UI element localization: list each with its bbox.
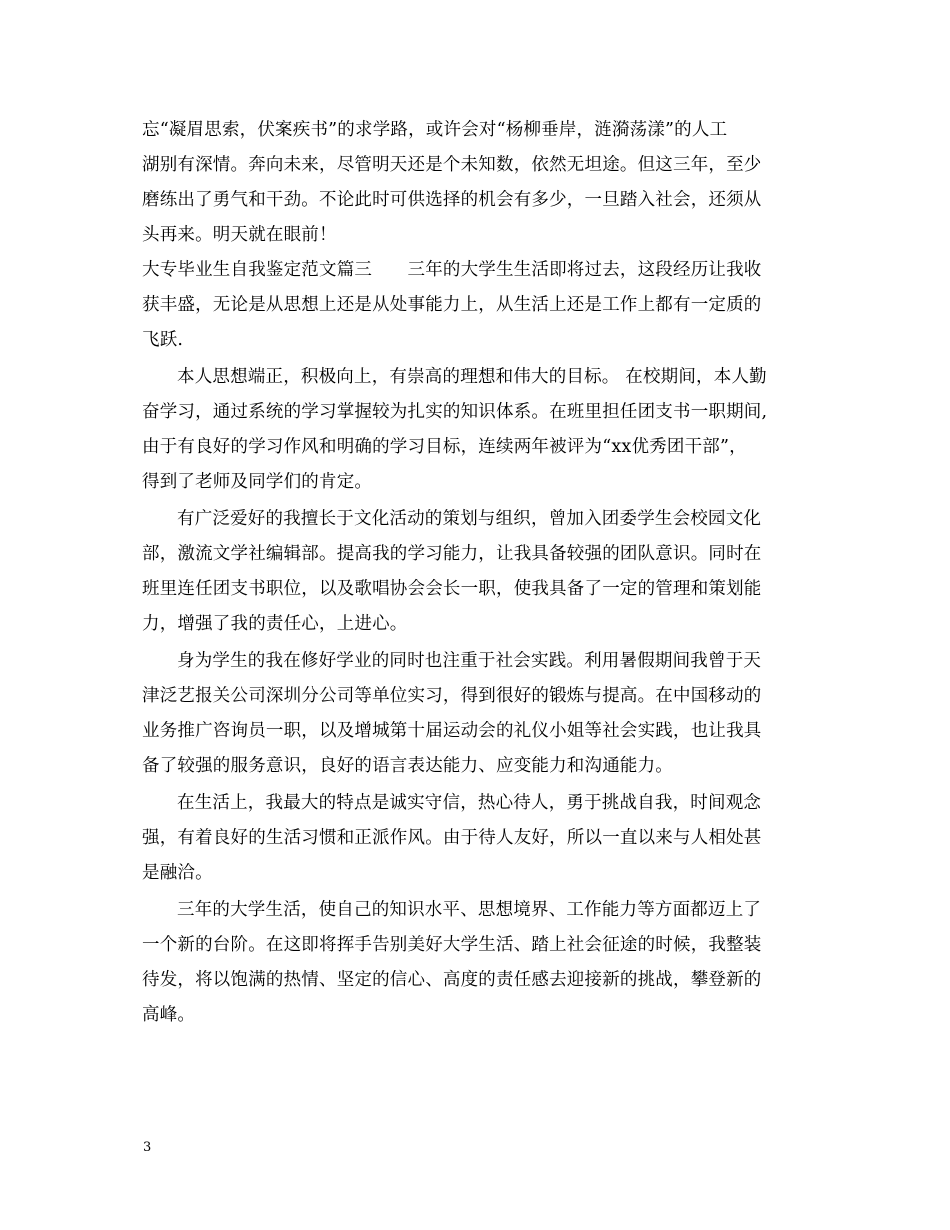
text-line: 忘“凝眉思索，伏案疾书”的求学路，或许会对“杨柳垂岸，涟漪荡漾”的人工 [142,120,728,140]
text-line: 业务推广咨询员一职，以及增城第十届运动会的礼仪小姐等社会实践，也让我具 [142,721,762,741]
text-line: 奋学习，通过系统的学习掌握较为扎实的知识体系。在班里担任团支书一职期间, [142,402,768,422]
text-line: 备了较强的服务意识，良好的语言表达能力、应变能力和沟通能力。 [142,756,673,776]
text-line: 津泛艺报关公司深圳分公司等单位实习，得到很好的锻炼与提高。在中国移动的 [142,686,762,706]
text-line: 头再来。明天就在眼前！ [142,225,337,245]
text-line: 部，激流文学社编辑部。提高我的学习能力，让我具备较强的团队意识。同时在 [142,544,762,564]
text-line: 由于有良好的学习作风和明确的学习目标，连续两年被评为“xx优秀团干部”， [142,437,747,457]
page-number: 3 [143,1140,152,1155]
text-line: 磨练出了勇气和干劲。不论此时可供选择的机会有多少，一旦踏入社会，还须从 [142,190,762,210]
text-line: 待发，将以饱满的热情、坚定的信心、高度的责任感去迎接新的挑战，攀登新的 [142,970,762,990]
text-line: 湖别有深情。奔向未来，尽管明天还是个未知数，依然无坦途。但这三年，至少 [142,155,762,175]
text-line: 力，增强了我的责任心，上进心。 [142,614,408,634]
text-line: 获丰盛，无论是从思想上还是从处事能力上，从生活上还是工作上都有一定质的 [142,295,762,315]
paragraph-first-line: 身为学生的我在修好学业的同时也注重于社会实践。利用暑假期间我曾于天 [177,651,762,671]
text-line: 是融洽。 [142,863,213,883]
paragraph-first-line: 在生活上，我最大的特点是诚实守信，热心待人，勇于挑战自我，时间观念 [177,793,762,813]
text-line: 飞跃. [142,330,184,350]
text-line: 强，有着良好的生活习惯和正派作风。由于待人友好，所以一直以来与人相处甚 [142,828,762,848]
text-line: 一个新的台阶。在这即将挥手告别美好大学生活、踏上社会征途的时候，我整装 [142,935,762,955]
paragraph-first-line: 有广泛爱好的我擅长于文化活动的策划与组织，曾加入团委学生会校园文化 [177,509,762,529]
paragraph-first-line: 本人思想端正，积极向上，有崇高的理想和伟大的目标。 在校期间，本人勤 [177,367,767,387]
paragraph-first-line: 三年的大学生活，使自己的知识水平、思想境界、工作能力等方面都迈上了 [177,900,762,920]
text-line: 得到了老师及同学们的肯定。 [142,472,373,492]
section-heading-line: 大专毕业生自我鉴定范文篇三 三年的大学生生活即将过去，这段经历让我收 [142,260,762,280]
text-line: 高峰。 [142,1005,196,1025]
text-line: 班里连任团支书职位，以及歌唱协会会长一职，使我具备了一定的管理和策划能 [142,579,762,599]
